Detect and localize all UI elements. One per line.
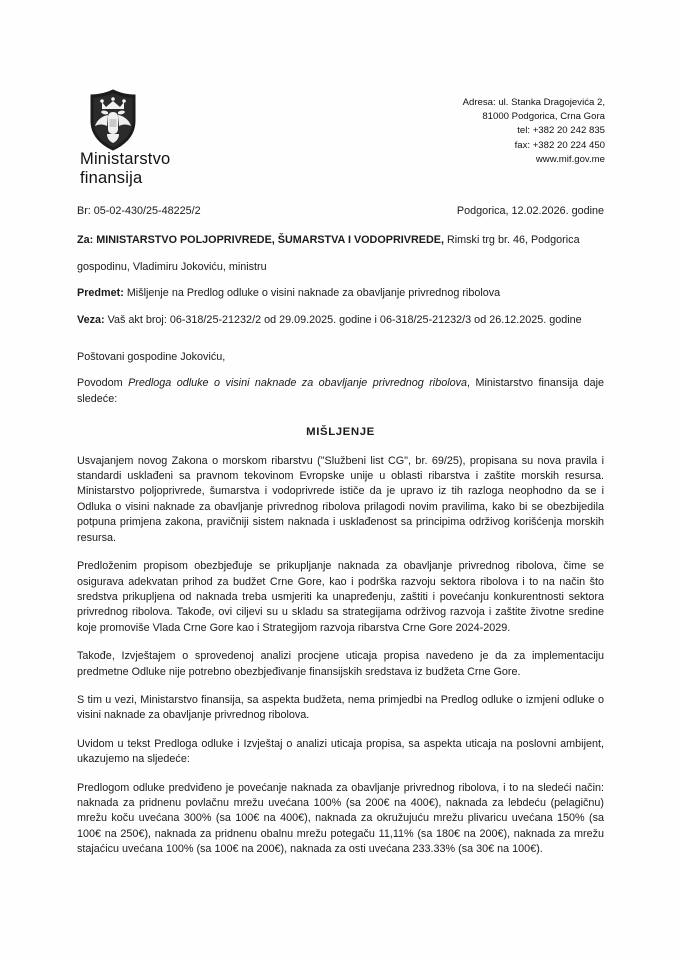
contact-fax: fax: +382 20 224 450 (514, 139, 605, 151)
contact-block (463, 96, 605, 167)
addressee-label: Za: (77, 234, 94, 247)
veza-line (77, 313, 604, 328)
subject-block (77, 286, 604, 301)
veza-label: Veza: (77, 313, 105, 326)
paragraph-3: Takođe, Izvještajem o sprovedenoj analizi procjene uticaja propisa navedeno je da za implementaciju predmetne Odluke nije potrebno obezbjeđivanje finansijskih sredstava iz budžeta Crne Gore. (77, 650, 604, 678)
coat-of-arms-icon (86, 88, 140, 152)
contact-address-line2: 81000 Podgorica, Crna Gora (482, 111, 605, 123)
reference-row (77, 204, 604, 219)
addressee-name: MINISTARSTVO POLJOPRIVREDE, ŠUMARSTVA I VODOPRIVREDE, (96, 234, 444, 247)
addressee-block (77, 233, 604, 248)
document-body (77, 204, 604, 858)
salutation-block (77, 350, 604, 365)
addressee-address: Rimski trg br. 46, Podgorica (446, 234, 580, 247)
place-and-date: Podgorica, 12.02.2026. godine (456, 205, 604, 217)
intro-suffix: , Ministarstvo finansija daje sledeće: (77, 377, 604, 405)
reference-number: Br: 05-02-430/25-48225/2 (77, 205, 201, 217)
contact-tel: tel: +382 20 242 835 (517, 125, 605, 137)
contact-address-line1: Adresa: ul. Stanka Dragojevića 2, (462, 97, 605, 108)
attention-line: gospodinu, Vladimiru Jokoviću, ministru (77, 260, 267, 273)
paragraph-1: Usvajanjem novog Zakona o morskom ribarstvu ("Službeni list CG", br. 69/25), propisana su nova pravila i standardi usklađeni sa pravnom tekovinom Evropske unije u oblasti ribarstva i zaštite morskih resursa. Ministarstvo poljoprivrede, šumarstva i vodoprivrede ističe da je upravo iz tih razloga neophodno da se i Odluka o visini naknade za obavljanje privrednog ribolova prilagodi novim pravilima, kako bi se obezbijedila potpuna primjena zakona, pravičniji sistem naknada i usklađenost sa principima održivog korišćenja morskih resursa. (77, 454, 604, 544)
paragraph-5: Uvidom u tekst Predloga odluke i Izvještaj o analizi uticaja propisa, sa aspekta uticaja na poslovni ambijent, ukazujemo na sljedeće: (77, 737, 604, 766)
letterhead (0, 88, 679, 193)
ministry-title-line1: Ministarstvo (80, 150, 171, 168)
veza-text: Vaš akt broj: 06-318/25-21232/2 od 29.09.2025. godine i 06-318/25-21232/3 od 26.12.2025. godine (107, 313, 582, 326)
intro-paragraph (77, 376, 604, 407)
paragraph-4: S tim u vezi, Ministarstvo finansija, sa aspekta budžeta, nema primjedbi na Predlog odluke o izmjeni odluke o visini naknade za obavljanje privrednog ribolova. (77, 693, 604, 722)
paragraph-2: Predloženim propisom obezbjeđuje se prikupljanje naknada za obavljanje privrednog ribolova, čime se osigurava adekvatan prihod za budžet Crne Gore, kao i podrška razvoju sektora ribolova i to na način što sredstva prikupljena od naknada treba usmjeriti ka unapređenju, zaštiti i povećanju konkurentnosti sektora privrednog ribolova. Takođe, ovi ciljevi su u skladu sa strategijama održivog razvoja i zaštite životne sredine koje promoviše Vlada Crne Gore kao i Strategijom razvoja ribarstva Crne Gore 2024-2029. (77, 560, 604, 634)
subject-label: Predmet: (77, 287, 124, 300)
contact-website: www.mif.gov.me (535, 153, 605, 165)
intro-prefix: Povodom (77, 377, 129, 390)
salutation: Poštovani gospodine Jokoviću, (77, 351, 226, 364)
subject-text: Mišljenje na Predlog odluke o visini naknade za obavljanje privrednog ribolova (126, 287, 501, 300)
ministry-title-line2: finansija (80, 169, 143, 187)
veza-block (77, 313, 604, 328)
addressee-line (77, 233, 604, 248)
ministry-title (80, 150, 170, 188)
attention-block (77, 260, 604, 275)
paragraph-6: Predlogom odluke predviđeno je povećanje naknada za obavljanje privrednog ribolova, i to na sledeći način: naknada za pridnenu povlačnu mrežu uvećana 100% (sa 200€ na 400€), naknada za lebdeću (pelagičnu) mrežu koču uvećana 300% (sa 100€ na 400€), naknada za okružujuću mrežu plivaricu uvećana 150% (sa 100€ na 250€), naknada za pridnenu obalnu mrežu potegaču 11,11% (sa 180€ na 200€), naknada za mrežu stajaćicu uvećana 100% (sa 100€ na 200€), naknada za osti uvećana 233.33% (sa 30€ na 100€). (77, 781, 604, 856)
opinion-heading: MIŠLJENJE (306, 426, 375, 439)
subject-line (77, 286, 604, 301)
intro-title-italic: Predloga odluke o visini naknade za obavljanje privrednog ribolova (128, 377, 468, 390)
